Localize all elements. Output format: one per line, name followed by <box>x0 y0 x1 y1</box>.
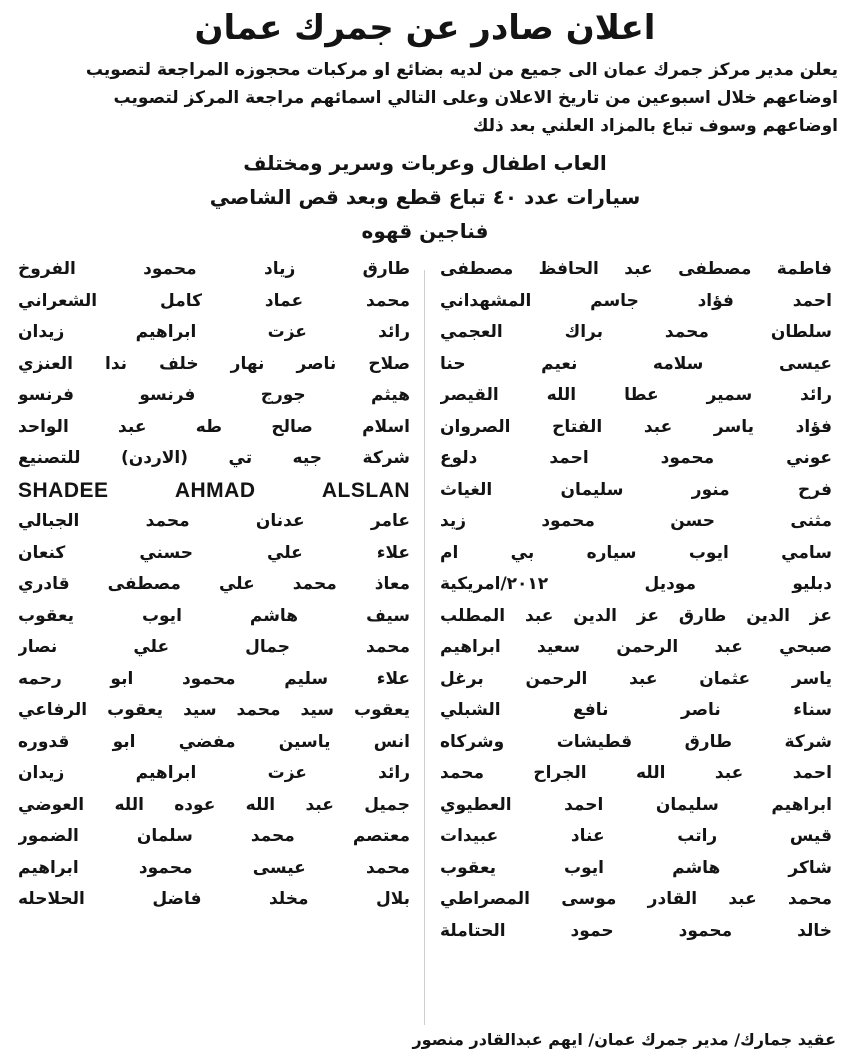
name-entry: فرح منور سليمان الغياث <box>440 479 832 500</box>
name-entry: احمد عبد الله الجراح محمد <box>440 763 832 783</box>
name-entry: معاذ محمد علي مصطفى قادري <box>18 574 410 594</box>
name-entry: محمد عماد كامل الشعراني <box>18 290 410 311</box>
names-columns <box>10 254 840 947</box>
name-entry: علاء سليم محمود ابو رحمه <box>18 668 410 689</box>
name-entry: رائد عزت ابراهيم زيدان <box>18 322 410 342</box>
name-entry: دبليو موديل ٢٠١٢/امريكية <box>440 574 832 594</box>
name-entry: شركة جيه تي (الاردن) للتصنيع <box>18 448 410 468</box>
name-entry: عامر عدنان محمد الجبالي <box>18 511 410 531</box>
name-entry: SHADEE AHMAD ALSLAN <box>18 478 410 502</box>
name-entry: انس ياسين مفضي ابو قدوره <box>18 731 410 752</box>
name-entry: رائد سمير عطا الله القيصر <box>440 385 832 405</box>
name-entry: سيف هاشم ايوب يعقوب <box>18 605 410 626</box>
announcement-title: اعلان صادر عن جمرك عمان <box>194 8 656 48</box>
items-heading-line: سيارات عدد ٤٠ تباع قطع وبعد قص الشاصي <box>209 185 641 209</box>
intro-line: اوضاعهم خلال اسبوعين من تاريخ الاعلان وعلى التالي اسمائهم مراجعة المركز لتصويب <box>113 88 838 108</box>
name-entry: جميل عبد الله عوده الله العوضي <box>18 794 410 815</box>
name-entry: طارق زياد محمود الفروخ <box>18 259 410 279</box>
name-entry: محمد عبد القادر موسى المصراطي <box>440 889 832 909</box>
name-entry: رائد عزت ابراهيم زيدان <box>18 763 410 783</box>
name-entry: اسلام صالح طه عبد الواحد <box>18 416 410 437</box>
name-entry: يعقوب سيد محمد سيد يعقوب الرفاعي <box>18 700 410 720</box>
name-entry: علاء علي حسني كنعان <box>18 542 410 563</box>
name-entry: هيثم جورج فرنسو فرنسو <box>18 385 410 405</box>
name-entry: سلطان محمد براك العجمي <box>440 322 832 342</box>
name-entry: صبحي عبد الرحمن سعيد ابراهيم <box>440 637 832 657</box>
name-entry: قيس راتب عناد عبيدات <box>440 826 832 846</box>
name-entry: مثنى حسن محمود زيد <box>440 511 832 531</box>
intro-line: يعلن مدير مركز جمرك عمان الى جميع من لديه بضائع او مركبات محجوزه المراجعة لتصويب <box>85 60 838 80</box>
name-entry: صلاح ناصر نهار خلف ندا العنزي <box>18 353 410 374</box>
name-entry: خالد محمود حمود الحتاملة <box>440 920 832 941</box>
name-entry: فؤاد ياسر عبد الفتاح الصروان <box>440 416 832 437</box>
names-list-right <box>440 254 832 947</box>
name-entry: عز الدين طارق عز الدين عبد المطلب <box>440 605 832 626</box>
name-entry: ياسر عثمان عبد الرحمن برغل <box>440 668 832 689</box>
name-entry: معتصم محمد سلمان الضمور <box>18 826 410 846</box>
name-entry: ابراهيم سليمان احمد العطيوي <box>440 794 832 815</box>
name-entry: بلال مخلد فاضل الحلاحله <box>18 889 410 909</box>
name-entry: سناء ناصر نافع الشبلي <box>440 700 832 720</box>
intro-line: اوضاعهم وسوف تباع بالمزاد العلني بعد ذلك <box>472 116 838 136</box>
column-divider <box>424 270 425 1025</box>
name-entry: محمد جمال علي نصار <box>18 637 410 657</box>
announcement-intro <box>12 56 838 140</box>
name-entry: شاكر هاشم ايوب يعقوب <box>440 857 832 878</box>
name-entry: عيسى سلامه نعيم حنا <box>440 353 832 374</box>
name-entry: سامي ايوب سياره بي ام <box>440 542 832 563</box>
name-entry: شركة طارق قطيشات وشركاه <box>440 731 832 752</box>
name-entry: فاطمة مصطفى عبد الحافظ مصطفى <box>440 259 832 279</box>
items-heading <box>10 146 840 248</box>
name-entry: محمد عيسى محمود ابراهيم <box>18 857 410 878</box>
items-heading-line: العاب اطفال وعربات وسرير ومختلف <box>243 151 607 175</box>
name-entry: عوني محمود احمد دلوع <box>440 448 832 468</box>
name-entry: احمد فؤاد جاسم المشهداني <box>440 290 832 311</box>
signature-line: عقيد جمارك/ مدير جمرك عمان/ ايهم عبدالقادر منصور <box>412 1030 836 1049</box>
items-heading-line: فناجين قهوه <box>361 219 489 243</box>
names-list-left <box>18 254 410 947</box>
